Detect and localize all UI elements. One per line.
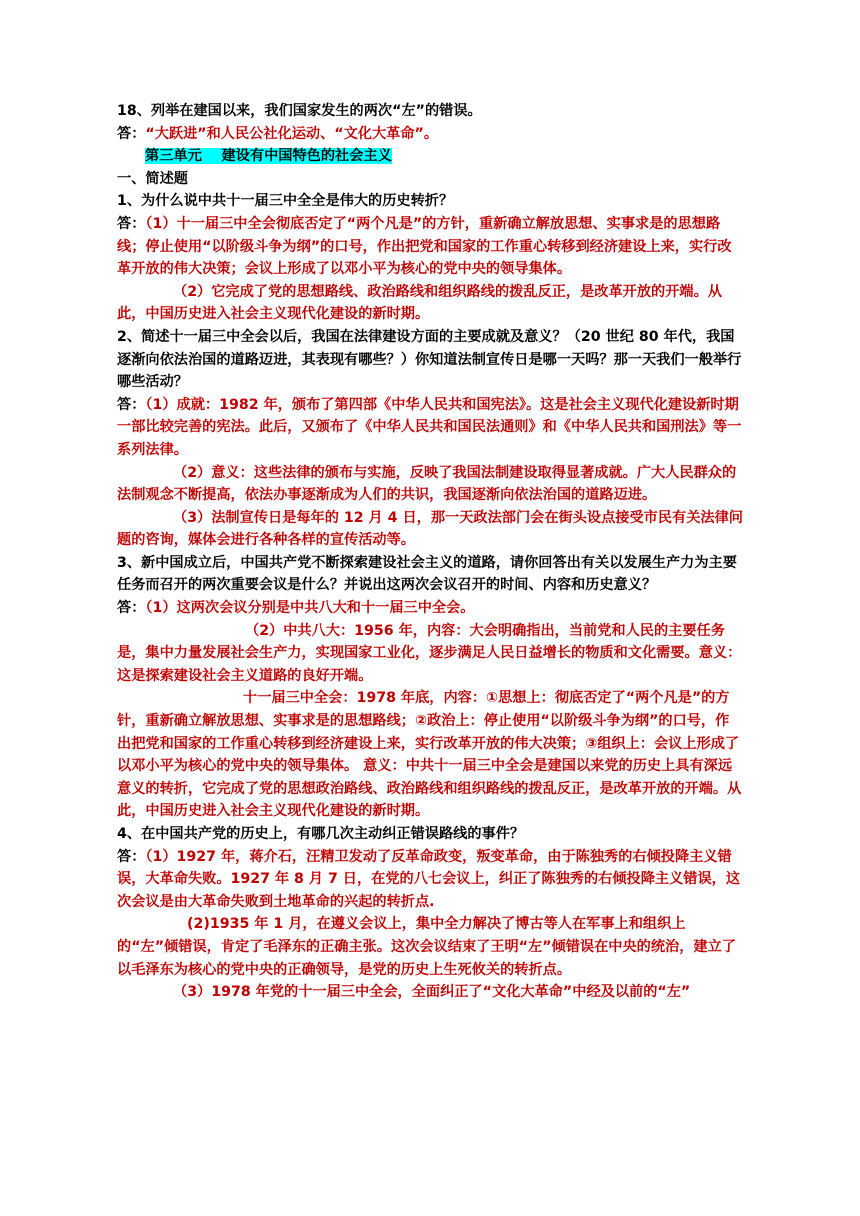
answer-1-p2: （2）它完成了党的思想路线、政治路线和组织路线的拨乱反正，是改革开放的开端。从此，中国历史进入社会主义现代化建设的新时期。 xyxy=(117,283,722,323)
answer-2-p1 xyxy=(117,394,743,462)
question-2: 2、简述十一届三中全会以后，我国在法律建设方面的主要成就及意义？（20 世纪 80 年代，我国逐渐向依法治国的道路迈进，其表现有哪些？）你知道法制宣传日是哪一天吗？那一天我们一般举行哪些活动？ xyxy=(117,328,742,391)
answer-text: （1）十一届三中全会彻底否定了“两个凡是”的方针，重新确立解放思想、实事求是的思想路线；停止使用“以阶级斗争为纲”的口号，作出把党和国家的工作重心转移到经济建设上来，实行改革开放的伟大决策；会议上形成了以邓小平为核心的党中央的领导集体。 xyxy=(117,215,732,278)
answer-18 xyxy=(117,123,743,146)
section-heading: 一、简述题 xyxy=(117,170,188,187)
answer-text: （1）这两次会议分别是中共八大和十一届三中全会。 xyxy=(145,600,475,617)
answer-prefix: 答： xyxy=(117,215,146,232)
answer-4-p1 xyxy=(117,846,743,914)
unit-label: 第三单元 xyxy=(145,148,202,165)
answer-4-p3: （3）1978 年党的十一届三中全会，全面纠正了“文化大革命”中经及以前的“左” xyxy=(173,984,691,1001)
question-3: 3、新中国成立后，中国共产党不断探索建设社会主义的道路，请你回答出有关以发展生产力为主要任务而召开的两次重要会议是什么？并说出这两次会议召开的时间、内容和历史意义？ xyxy=(117,554,737,594)
answer-4-p2: (2)1935 年 1 月，在遵义会议上，集中全力解决了博古等人在军事上和组织上的“左”倾错误，肯定了毛泽东的正确主张。这次会议结束了王明“左”倾错误在中央的统治，建立了以毛泽东为核心的党中央的正确领导，是党的历史上生死攸关的转折点。 xyxy=(117,916,736,978)
unit-heading xyxy=(117,145,743,168)
question-4: 4、在中国共产党的历史上，有哪几次主动纠正错误路线的事件？ xyxy=(117,826,525,842)
answer-3-p1 xyxy=(117,597,743,620)
answer-text: （1）1927 年，蒋介石，汪精卫发动了反革命政变，叛变革命，由于陈独秀的右倾投降主义错误，大革命失败。1927 年 8 月 7 日，在党的八七会议上，纠正了陈独秀的右倾投降主义错误，这次会议是由大革命失败到土地革命的兴起的转折点. xyxy=(117,848,741,910)
answer-2-p3: （3）法制宣传日是每年的 12 月 4 日，那一天政法部门会在街头设点接受市民有关法律问题的咨询，媒体会进行各种各样的宣传活动等。 xyxy=(117,509,743,549)
answer-text: “大跃进”和人民公社化运动、“文化大革命”。 xyxy=(145,125,439,142)
answer-3-p2: （2）中共八大：1956 年，内容：大会明确指出，当前党和人民的主要任务是，集中力量发展社会生产力，实现国家工业化，逐步满足人民日益增长的物质和文化需要。意义：这是探索建设社会主义道路的良好开端。 xyxy=(117,622,742,684)
answer-2-p2: （2）意义：这些法律的颁布与实施，反映了我国法制建设取得显著成就。广大人民群众的法制观念不断提高，依法办事逐渐成为人们的共识，我国逐渐向依法治国的道路迈进。 xyxy=(117,464,737,504)
answer-prefix: 答： xyxy=(117,396,146,413)
answer-3-p3: 十一届三中全会：1978 年底，内容：①思想上：彻底否定了“两个凡是”的方针，重新确立解放思想、实事求是的思想路线；②政治上：停止使用“以阶级斗争为纲”的口号，作出把党和国家的工作重心转移到经济建设上来，实行改革开放的伟大决策；③组织上：会议上形成了以邓小平为核心的党中央的领导集体。 意义：中共十一届三中全会是建国以来党的历史上具有深远意义的转折，它完成了党的思想政治路线、政治路线和组织路线的拨乱反正，是改革开放的开端。从此，中国历史进入社会主义现代化建设的新时期。 xyxy=(117,690,742,820)
document-page xyxy=(117,100,743,1004)
question-1: 1、为什么说中共十一届三中全全是伟大的历史转折？ xyxy=(117,193,454,210)
unit-title: 建设有中国特色的社会主义 xyxy=(221,148,392,165)
answer-prefix: 答： xyxy=(117,600,146,617)
question-18: 18、列举在建国以来，我们国家发生的两次“左”的错误。 xyxy=(117,103,482,119)
answer-prefix: 答： xyxy=(117,125,146,142)
answer-text: （1）成就：1982 年，颁布了第四部《中华人民共和国宪法》。这是社会主义现代化建设新时期一部比较完善的宪法。此后，又颁布了《中华人民共和国民法通则》和《中华人民共和国刑法》等一系列法律。 xyxy=(117,396,742,458)
answer-1-p1 xyxy=(117,213,743,281)
answer-prefix: 答： xyxy=(117,848,146,865)
